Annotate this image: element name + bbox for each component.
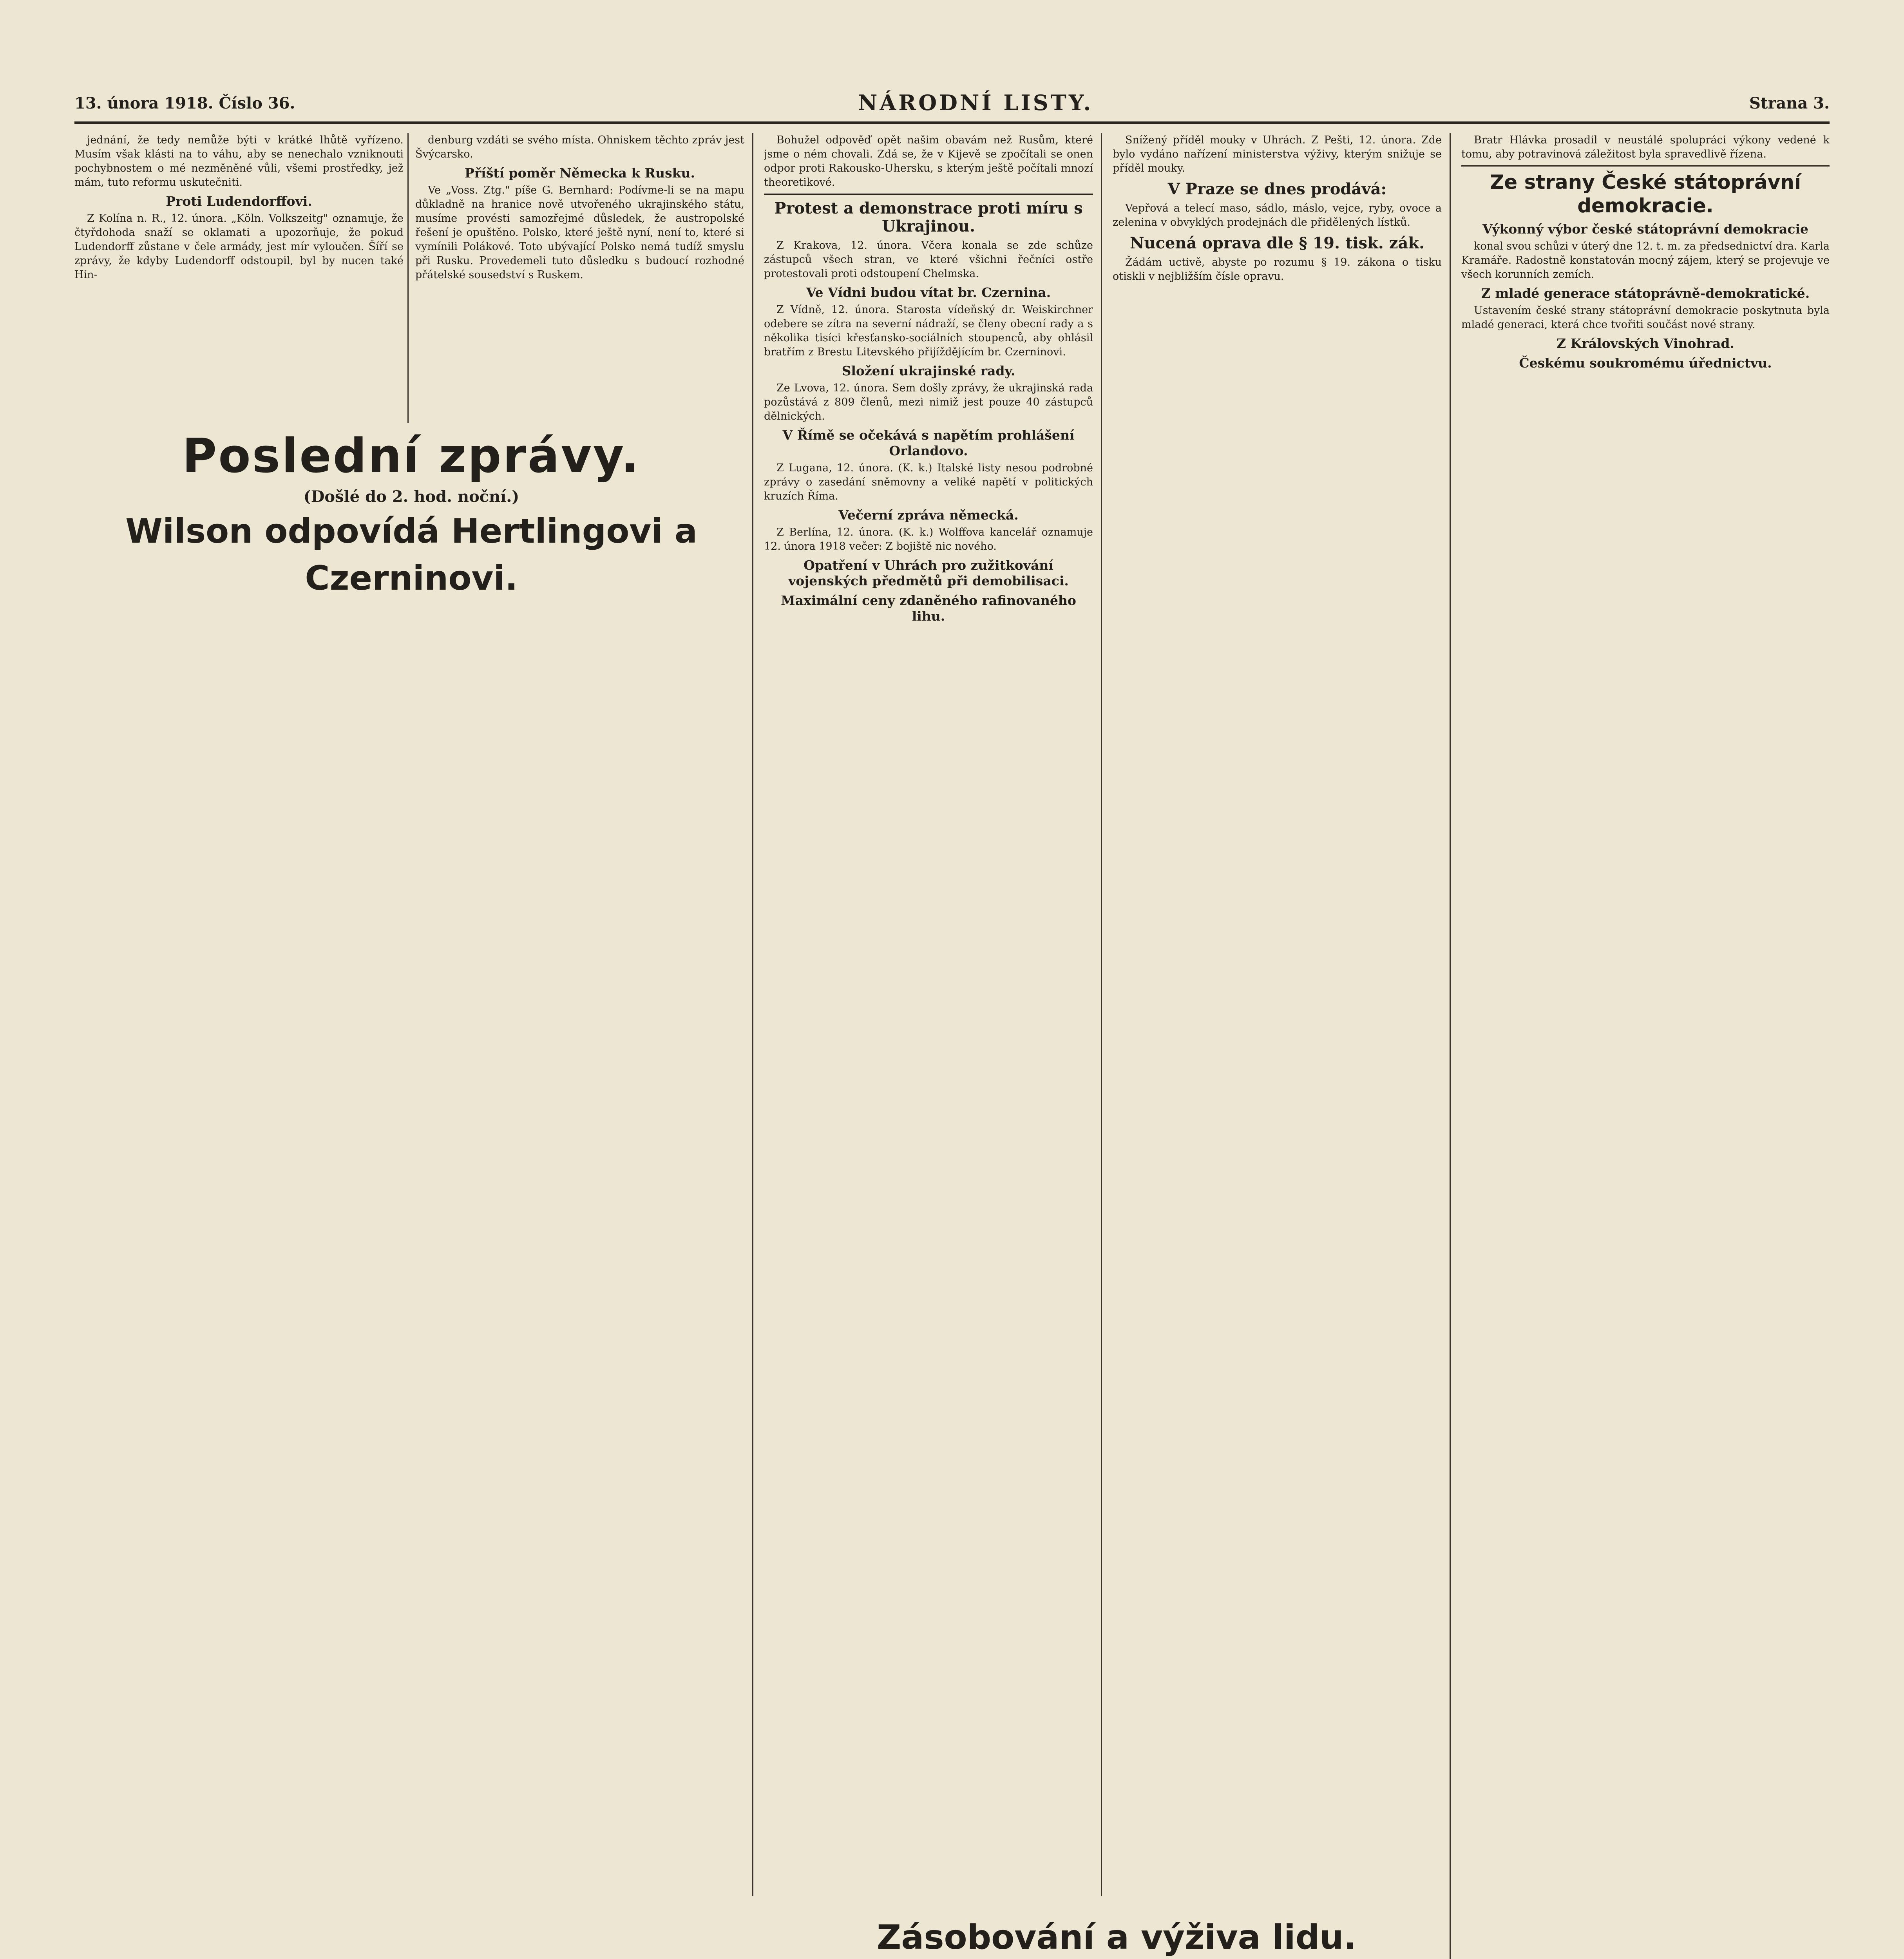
col1-paragraph: Z Kolína n. R., 12. února. „Köln. Volkszeitg" oznamuje, že čtyřdohoda snaží se oklamati a upozorňuje, že pokud Ludendorff zůstane v čele armády, jest mír vyloučen. Šíří se zprávy, že kdyby Ludendorff odstoupil, byl by nucen také Hin- [74,212,404,281]
col4-paragraph-3: Žádám uctivě, abyste po rozumu § 19. zákona o tisku otiskli v nejbližším čísle opravu. [1113,256,1442,282]
col2-heading: Příští poměr Německa k Rusku. [464,165,695,181]
page-number: Strana 3. [1749,94,1830,112]
column-5 [1461,133,1830,1959]
column-4 [1113,133,1442,1896]
column-divider [1101,133,1102,1896]
banner-subtitle: (Došlé do 2. hod. noční.) [303,487,519,506]
col3-paragraph-2: Z Krakova, 12. února. Včera konala se zde schůze zástupců všech stran, ve které všichni řečníci ostře protestovali proti odstoupení Chelmska. [764,239,1093,280]
col1-intro: jednání, že tedy nemůže býti v krátké lhůtě vyřízeno. Musím však klásti na to váhu, aby se nenechalo vzniknouti pochybnostem o mé nezměněné vůli, všemi prostředky, jež mám, tuto reformu uskutečniti. [74,134,404,188]
col3-heading-1: Protest a demonstrace proti míru s Ukrajinou. [774,199,1083,235]
col5-section-heading: Ze strany České státoprávní demokracie. [1490,171,1801,217]
col5-heading-3: Z mladé generace státoprávně-demokratické. [1481,286,1810,301]
col5-paragraph-2: konal svou schůzi v úterý dne 12. t. m. za předsednictví dra. Karla Kramáře. Radostně konstatován mocný zájem, který se projevuje ve všech korunních zemích. [1461,240,1830,281]
banner-title: Poslední zprávy. [182,429,641,483]
col5-paragraph-1: Bratr Hlávka prosadil v neustálé spolupráci výkony vedené k tomu, aby potravinová záležitost byla spravedlivě řízena. [1461,134,1830,160]
col1-heading: Proti Ludendorffovi. [166,194,312,209]
col5-heading-2: Výkonný výbor české státoprávní demokracie [1482,221,1809,237]
col4-paragraph-1: Snížený příděl mouky v Uhrách. Z Pešti, 12. února. Zde bylo vydáno nařízení ministerstva výživy, kterým snižuje se příděl mouky. [1113,134,1442,174]
col3-paragraph-3: Z Vídně, 12. února. Starosta vídeňský dr. Weiskirchner odebere se zítra na severní nádraží, se členy obecní rady a s několika tisíci křesťansko-sociálních stoupenců, aby ohlásil bratřím z Brestu Litevského přijíždějícím br. Czerninovi. [764,304,1093,358]
latest-news-banner [74,427,748,602]
col3-heading-4: V Římě se očekává s napětím prohlášení Orlandovo. [782,427,1075,458]
col3-paragraph-1: Bohužel odpověď opět našim obavám než Rusům, které jsme o ném chovali. Zdá se, že v Kijevě se zpočítali se onen odpor proti Rakousko-Uhersku, s kterým ještě počítali mnozí theoretikové. [764,134,1093,188]
col5-heading-4: Z Královských Vinohrad. [1557,336,1734,351]
column-divider [752,133,753,1896]
col4-heading-2: Nucená oprava dle § 19. tisk. zák. [1129,234,1425,252]
col3-heading-2: Ve Vídni budou vítat br. Czernina. [806,285,1051,300]
col3-heading-6: Opatření v Uhrách pro zužitkování vojenských předmětů při demobilisaci. [788,558,1069,588]
col2-paragraph-1: denburg vzdáti se svého místa. Ohniskem těchto zpráv jest Švýcarsko. [415,134,744,160]
col3-paragraph-4: Ze Lvova, 12. února. Sem došly zprávy, že ukrajinská rada pozůstává z 809 členů, mezi nimiž jest pouze 40 zástupců dělnických. [764,382,1093,422]
column-2-top [415,133,744,423]
col4-paragraph-2: Vepřová a telecí maso, sádlo, máslo, vejce, ryby, ovoce a zelenina v obvyklých prodejnách dle přidělených lístků. [1113,202,1442,228]
column-3 [764,133,1093,1896]
column-divider [1450,133,1451,1959]
col5-paragraph-3: Ustavením české strany státoprávní demokracie poskytnuta byla mladé generaci, která chce tvořiti součást nové strany. [1461,304,1830,331]
ad-headline: Zásobování a výživa lidu. [876,1918,1357,1957]
col3-heading-5: Večerní zpráva německá. [838,507,1019,523]
col2-paragraph-2: Ve „Voss. Ztg." píše G. Bernhard: Podívme-li se na mapu důkladně na hranice nově utvořeného ukrajinského státu, musíme provésti samozřejmé důsledek, že austropolské řešení je opuštěno. Polsko, které ještě nyní, není to, které si vymínili Polákové. Toto ubývající Polsko nemá tudíž smyslu při Rusku. Provedemeli tuto důsledku s budoucí rozhodné přátelské sousedství s Ruskem. [415,184,744,281]
col3-heading-3: Složení ukrajinské rady. [842,363,1015,378]
col5-heading-5: Českému soukromému úřednictvu. [1519,355,1772,371]
issue-date: 13. února 1918. Číslo 36. [74,94,295,112]
masthead [74,90,1830,124]
column-divider [407,133,409,423]
col3-heading-7: Maximální ceny zdaněného rafinovaného lihu. [781,593,1076,624]
column-1-top [74,133,404,423]
col3-paragraph-6: Z Berlína, 12. února. (K. k.) Wolffova kancelář oznamuje 12. února 1918 večer: Z bojiště nic nového. [764,526,1093,552]
col4-heading-1: V Praze se dnes prodává: [1167,180,1387,198]
banner-headline: Wilson odpovídá Hertlingovi a Czerninovi. [125,512,697,598]
rule [1461,165,1830,167]
col3-paragraph-5: Z Lugana, 12. února. (K. k.) Italské listy nesou podrobné zprávy o zasedání sněmovny a veliké napětí v politických kruzích Říma. [764,462,1093,502]
newspaper-title: NÁRODNÍ LISTY. [858,90,1093,115]
rule [764,194,1093,195]
